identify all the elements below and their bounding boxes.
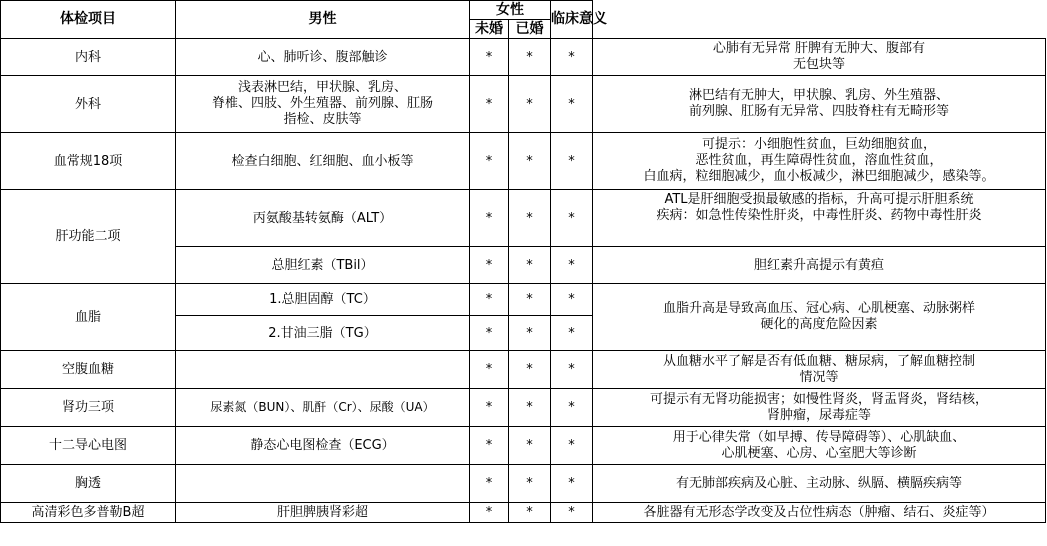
detail-cell: 丙氨酸基转氨酶（ALT） — [176, 190, 470, 247]
table-row — [1, 39, 1046, 76]
unmarried-mark: * — [509, 389, 551, 427]
unmarried-mark: * — [509, 39, 551, 76]
male-mark: * — [470, 465, 509, 503]
header-item: 体检项目 — [1, 1, 176, 39]
category-cell: 肝功能二项 — [1, 190, 176, 284]
married-mark: * — [551, 247, 593, 284]
meaning-line: 可提示：小细胞性贫血，巨幼细胞贫血， — [701, 137, 936, 152]
male-mark: * — [470, 133, 509, 190]
category-cell: 血常规18项 — [1, 133, 176, 190]
table-row — [1, 190, 1046, 247]
married-mark: * — [551, 351, 593, 389]
meaning-cell — [593, 39, 1046, 76]
male-mark: * — [470, 389, 509, 427]
meaning-cell — [593, 351, 1046, 389]
category-cell: 外科 — [1, 76, 176, 133]
meaning-cell — [593, 133, 1046, 190]
detail-cell: 静态心电图检查（ECG） — [176, 427, 470, 465]
meaning-cell: 胆红素升高提示有黄疸 — [593, 247, 1046, 284]
detail-cell: 2.甘油三脂（TG） — [176, 316, 470, 351]
meaning-line: 心肺有无异常 肝脾有无肿大、腹部有 — [712, 41, 926, 56]
married-mark: * — [551, 389, 593, 427]
header-male: 男性 — [176, 1, 470, 39]
detail-cell: 1.总胆固醇（TC） — [176, 284, 470, 316]
meaning-line: 白血病，粒细胞减少，血小板减少，淋巴细胞减少，感染等。 — [643, 169, 995, 184]
header-married: 已婚 — [509, 20, 551, 39]
category-cell: 空腹血糖 — [1, 351, 176, 389]
unmarried-mark: * — [509, 503, 551, 523]
unmarried-mark: * — [509, 76, 551, 133]
unmarried-mark: * — [509, 316, 551, 351]
meaning-cell — [593, 389, 1046, 427]
meaning-line: 硬化的高度危险因素 — [760, 317, 878, 332]
meaning-line: 从血糖水平了解是否有低血糖、糖尿病，了解血糖控制 — [662, 353, 975, 369]
meaning-line: 淋巴结有无肿大，甲状腺、乳房、外生殖器、 — [688, 88, 949, 103]
male-mark: * — [470, 316, 509, 351]
meaning-line: 心肌梗塞、心房、心室肥大等诊断 — [721, 445, 917, 461]
married-mark: * — [551, 39, 593, 76]
header-unmarried: 未婚 — [470, 20, 509, 39]
detail-cell — [176, 76, 470, 133]
table-row — [1, 76, 1046, 133]
unmarried-mark: * — [509, 465, 551, 503]
married-mark: * — [551, 76, 593, 133]
male-mark: * — [470, 190, 509, 247]
detail-cell — [176, 351, 470, 389]
meaning-line: 无包块等 — [792, 57, 845, 72]
detail-cell: 心、肺听诊、腹部触诊 — [176, 39, 470, 76]
header-meaning: 临床意义 — [551, 1, 593, 39]
table-row — [1, 351, 1046, 389]
detail-cell: 检查白细胞、红细胞、血小板等 — [176, 133, 470, 190]
detail-line: 指检、皮肤等 — [283, 112, 362, 127]
header-female: 女性 — [470, 1, 551, 20]
male-mark: * — [470, 284, 509, 316]
male-mark: * — [470, 76, 509, 133]
detail-cell: 尿素氮（BUN）、肌酐（Cr）、尿酸（UA） — [176, 389, 470, 427]
detail-line: 脊椎、四肢、外生殖器、前列腺、肛肠 — [211, 96, 433, 111]
unmarried-mark: * — [509, 351, 551, 389]
category-cell: 内科 — [1, 39, 176, 76]
meaning-line: 可提示有无肾功能损害；如慢性肾炎，肾盂肾炎，肾结核， — [649, 391, 988, 407]
meaning-line: 情况等 — [799, 369, 839, 385]
married-mark: * — [551, 316, 593, 351]
male-mark: * — [470, 39, 509, 76]
category-cell: 十二导心电图 — [1, 427, 176, 465]
unmarried-mark: * — [509, 247, 551, 284]
meaning-cell — [593, 427, 1046, 465]
meaning-line: 肾肿瘤，尿毒症等 — [766, 407, 871, 423]
married-mark: * — [551, 503, 593, 523]
meaning-cell: 各脏器有无形态学改变及占位性病态（肿瘤、结石、炎症等） — [593, 503, 1046, 523]
table-row — [1, 133, 1046, 190]
married-mark: * — [551, 427, 593, 465]
meaning-line: 血脂升高是导致高血压、冠心病、心肌梗塞、动脉粥样 — [662, 301, 975, 316]
category-cell: 血脂 — [1, 284, 176, 351]
male-mark: * — [470, 351, 509, 389]
unmarried-mark: * — [509, 427, 551, 465]
meaning-line: 前列腺、肛肠有无异常、四肢脊柱有无畸形等 — [688, 104, 949, 119]
meaning-cell — [593, 190, 1046, 247]
meaning-cell: 有无肺部疾病及心脏、主动脉、纵膈、横膈疾病等 — [593, 465, 1046, 503]
meaning-cell — [593, 76, 1046, 133]
male-mark: * — [470, 247, 509, 284]
detail-cell: 肝胆脾胰肾彩超 — [176, 503, 470, 523]
unmarried-mark: * — [509, 190, 551, 247]
table-row — [1, 465, 1046, 503]
married-mark: * — [551, 190, 593, 247]
detail-cell — [176, 465, 470, 503]
married-mark: * — [551, 465, 593, 503]
married-mark: * — [551, 133, 593, 190]
meaning-line: 疾病：如急性传染性肝炎，中毒性肝炎、药物中毒性肝炎 — [656, 208, 982, 223]
meaning-line: 恶性贫血，再生障碍性贫血，溶血性贫血， — [695, 153, 943, 168]
category-cell: 肾功三项 — [1, 389, 176, 427]
table-row — [1, 284, 1046, 316]
male-mark: * — [470, 427, 509, 465]
meaning-line: 用于心律失常（如早搏、传导障碍等）、心肌缺血、 — [672, 429, 966, 445]
table-row — [1, 427, 1046, 465]
table-row — [1, 503, 1046, 523]
detail-line: 浅表淋巴结，甲状腺、乳房、 — [237, 80, 407, 95]
married-mark: * — [551, 284, 593, 316]
meaning-line: ATL是肝细胞受损最敏感的指标，升高可提示肝胆系统 — [664, 192, 974, 207]
meaning-cell — [593, 284, 1046, 351]
male-mark: * — [470, 503, 509, 523]
category-cell: 胸透 — [1, 465, 176, 503]
detail-cell: 总胆红素（TBil） — [176, 247, 470, 284]
unmarried-mark: * — [509, 133, 551, 190]
table-row — [1, 389, 1046, 427]
unmarried-mark: * — [509, 284, 551, 316]
category-cell: 高清彩色多普勒B超 — [1, 503, 176, 523]
